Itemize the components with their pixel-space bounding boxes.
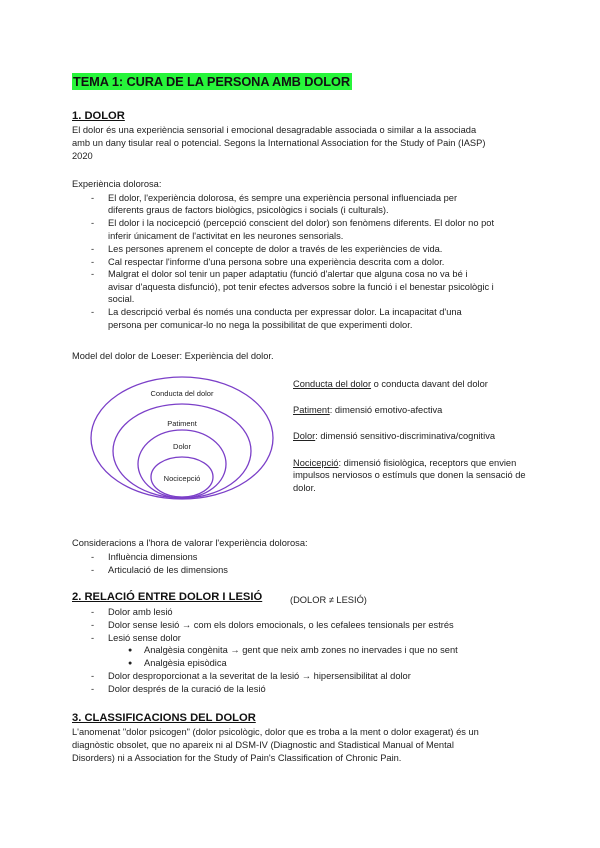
definition-line: El dolor és una experiència sensorial i emocional desagradable associada o similar a la associada bbox=[72, 125, 477, 135]
diagram-label-patiment: Patiment bbox=[167, 419, 197, 428]
list-item: - Dolor amb lesió bbox=[72, 606, 542, 618]
definition-patiment: Patiment: dimensió emotivo-afectiva bbox=[293, 405, 443, 415]
list-item: - Dolor sense lesió → com els dolors emocionals, o les cefalees tensionals per estrés bbox=[72, 619, 542, 631]
definition-line: amb un dany tisular real o potencial. Segons la International Association for the Study of Pain (IASP) bbox=[72, 138, 486, 148]
section-heading-dolor: 1. DOLOR bbox=[72, 110, 125, 122]
considerations-intro: Consideracions a l'hora de valorar l'experiència dolorosa: bbox=[72, 538, 308, 548]
definition-dolor: Dolor: dimensió sensitivo-discriminativa/cognitiva bbox=[293, 431, 496, 441]
list-item: - La descripció verbal és només una conducta per expressar dolor. La incapacitat d'una persona per comunicar-lo no nega la possibilitat de que experimenti dolor. bbox=[72, 306, 542, 331]
sublist-item: ● Analgèsia congènita → gent que neix amb zones no inervades i que no sent bbox=[72, 644, 542, 656]
sublist-item: ● Analgèsia episòdica bbox=[72, 657, 542, 669]
document-title: TEMA 1: CURA DE LA PERSONA AMB DOLOR bbox=[73, 74, 350, 89]
dolor-lesio-note: (DOLOR ≠ LESIÓ) bbox=[290, 595, 367, 605]
definition-line: 2020 bbox=[72, 151, 93, 161]
list-item: - El dolor, l'experiència dolorosa, és sempre una experiència personal influenciada per diferents graus de factors biològics, psicològics i socials (i culturals). bbox=[72, 192, 542, 217]
list-item: - Influència dimensions bbox=[72, 551, 542, 563]
sublist bbox=[72, 644, 542, 669]
list-item: - Dolor desproporcionat a la severitat de la lesió → hipersensibilitat al dolor bbox=[72, 670, 542, 682]
list-item: - Les persones aprenem el concepte de dolor a través de les experiències de vida. bbox=[72, 243, 542, 255]
classificacions-paragraph: L'anomenat "dolor psicogen" (dolor psicològic, dolor que es troba a la ment o dolor exagerat) és un diagnòstic obsolet, que no apareix ni al DSM-IV (Diagnostic and Stadistical Manual of Mental Disorders) ni a Association for the Study of Pain's Classification of Chronic Pain. bbox=[72, 727, 479, 763]
section-heading-classificacions: 3. CLASSIFICACIONS DEL DOLOR bbox=[72, 712, 256, 724]
definition-conducta: Conducta del dolor o conducta davant del dolor bbox=[293, 379, 488, 389]
diagram-label-conducta: Conducta del dolor bbox=[150, 389, 214, 398]
list-item: - Cal respectar l'informe d'una persona sobre una experiència descrita com a dolor. bbox=[72, 256, 542, 268]
experience-intro: Experiència dolorosa: bbox=[72, 179, 162, 189]
relacio-list bbox=[72, 606, 542, 696]
list-item: - Dolor després de la curació de la lesió bbox=[72, 683, 542, 695]
definition-nocicepcio: Nocicepció: dimensió fisiològica, receptors que envien impulsos nerviosos o estímuls que donen la sensació de dolor. bbox=[293, 458, 526, 493]
list-item: - Articulació de les dimensions bbox=[72, 564, 542, 576]
list-item: - Malgrat el dolor sol tenir un paper adaptatiu (funció d'alertar que alguna cosa no va bé i avisar d'aquesta disfunció), pot tenir efectes adversos sobre la funció i el benestar psicològic i social. bbox=[72, 268, 542, 305]
experience-list bbox=[72, 192, 542, 331]
list-item: - Lesió sense dolor ● Analgèsia congènita → gent que neix amb zones no inervades i que no sent ● Analgèsia episòdica bbox=[72, 632, 542, 670]
diagram-label-nocicepcio: Nocicepció bbox=[163, 474, 201, 483]
model-title: Model del dolor de Loeser: Experiència del dolor. bbox=[72, 351, 274, 361]
loeser-model-diagram bbox=[85, 375, 285, 510]
diagram-label-dolor: Dolor bbox=[173, 442, 191, 451]
considerations-list bbox=[72, 551, 542, 577]
ellipse-dolor bbox=[138, 430, 226, 498]
section-heading-relacio: 2. RELACIÓ ENTRE DOLOR I LESIÓ bbox=[72, 591, 263, 603]
definition-paragraph bbox=[72, 124, 542, 163]
list-item: - El dolor i la nocicepció (percepció conscient del dolor) son fenòmens diferents. El dolor no pot inferir únicament de l'activitat en les neurones sensorials. bbox=[72, 217, 542, 242]
